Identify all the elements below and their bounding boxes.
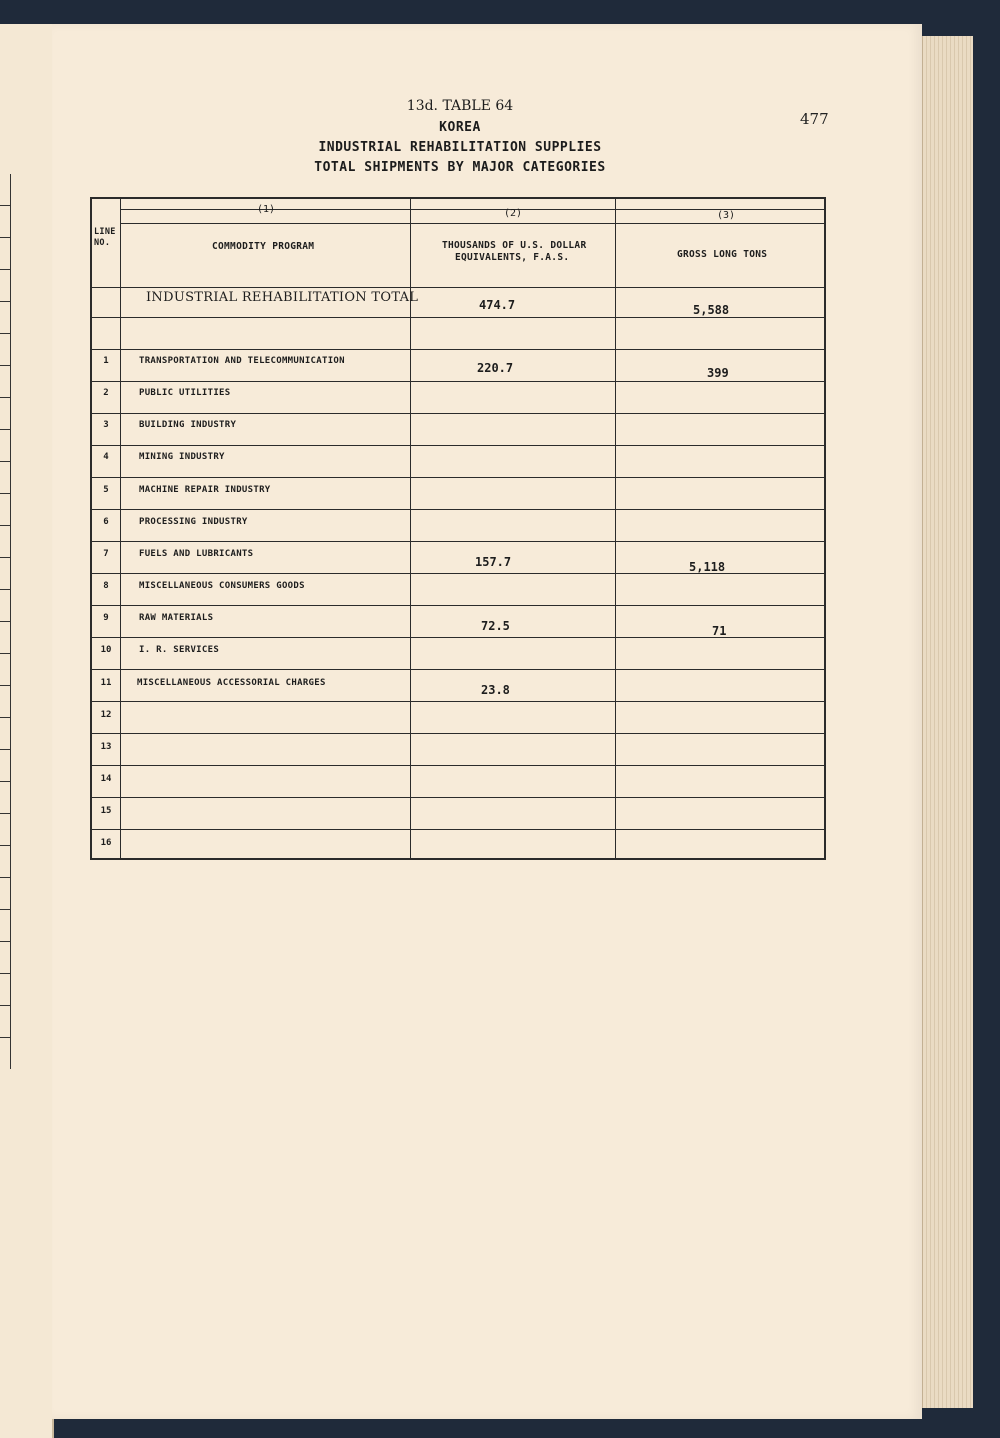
commodity-program: MINING INDUSTRY [139, 452, 225, 462]
commodity-program: MACHINE REPAIR INDUSTRY [139, 485, 271, 495]
dollars-value: 72.5 [481, 619, 510, 633]
line-number: 15 [100, 806, 112, 816]
table-reference: 13d. TABLE 64 [406, 98, 514, 114]
data-table [90, 197, 826, 860]
line-number: 11 [100, 678, 112, 688]
tons-value: 399 [707, 366, 729, 380]
dollars-value: 23.8 [481, 683, 510, 697]
dollars-value: 220.7 [477, 361, 514, 375]
commodity-program: RAW MATERIALS [139, 613, 214, 623]
line-number: 6 [103, 517, 109, 527]
line-number: 5 [103, 485, 109, 495]
line-number: 7 [103, 549, 109, 559]
tons-value: 71 [712, 624, 727, 638]
line-number: 14 [100, 774, 112, 784]
left-page-table-edge [0, 174, 11, 1069]
commodity-program: I. R. SERVICES [139, 645, 220, 655]
line-number: 9 [103, 613, 109, 623]
page-number: 477 [800, 110, 829, 128]
left-page [0, 24, 54, 1438]
tons-value: 5,118 [689, 560, 726, 574]
subtitle-supplies: INDUSTRIAL REHABILITATION SUPPLIES [318, 140, 602, 155]
total-tons: 5,588 [693, 303, 730, 317]
commodity-program: TRANSPORTATION AND TELECOMMUNICATION [139, 356, 345, 366]
line-no-header: LINE NO. [94, 227, 116, 248]
page-edges [922, 36, 973, 1408]
total-label: INDUSTRIAL REHABILITATION TOTAL [146, 290, 419, 305]
commodity-program: MISCELLANEOUS ACCESSORIAL CHARGES [137, 678, 326, 688]
line-number: 4 [103, 452, 109, 462]
col1-number: (1) [257, 204, 276, 215]
dollars-header-line2: EQUIVALENTS, F.A.S. [455, 252, 570, 263]
line-number: 13 [100, 742, 112, 752]
commodity-program: PUBLIC UTILITIES [139, 388, 231, 398]
line-number: 3 [103, 420, 109, 430]
country-title: KOREA [439, 120, 481, 135]
tons-header: GROSS LONG TONS [677, 249, 768, 260]
col2-number: (2) [504, 208, 523, 219]
total-dollars: 474.7 [479, 298, 516, 312]
line-number: 1 [103, 356, 109, 366]
subtitle-shipments: TOTAL SHIPMENTS BY MAJOR CATEGORIES [314, 160, 606, 175]
title-block [260, 98, 660, 178]
dollars-value: 157.7 [475, 555, 512, 569]
line-number: 2 [103, 388, 109, 398]
col3-number: (3) [717, 210, 736, 221]
line-number: 12 [100, 710, 112, 720]
commodity-program: FUELS AND LUBRICANTS [139, 549, 254, 559]
commodity-program: PROCESSING INDUSTRY [139, 517, 248, 527]
line-number: 16 [100, 838, 112, 848]
commodity-program: MISCELLANEOUS CONSUMERS GOODS [139, 581, 305, 591]
commodity-program-header: COMMODITY PROGRAM [212, 241, 315, 252]
line-number: 8 [103, 581, 109, 591]
dollars-header-line1: THOUSANDS OF U.S. DOLLAR [442, 240, 587, 251]
commodity-program: BUILDING INDUSTRY [139, 420, 237, 430]
line-number: 10 [100, 645, 112, 655]
